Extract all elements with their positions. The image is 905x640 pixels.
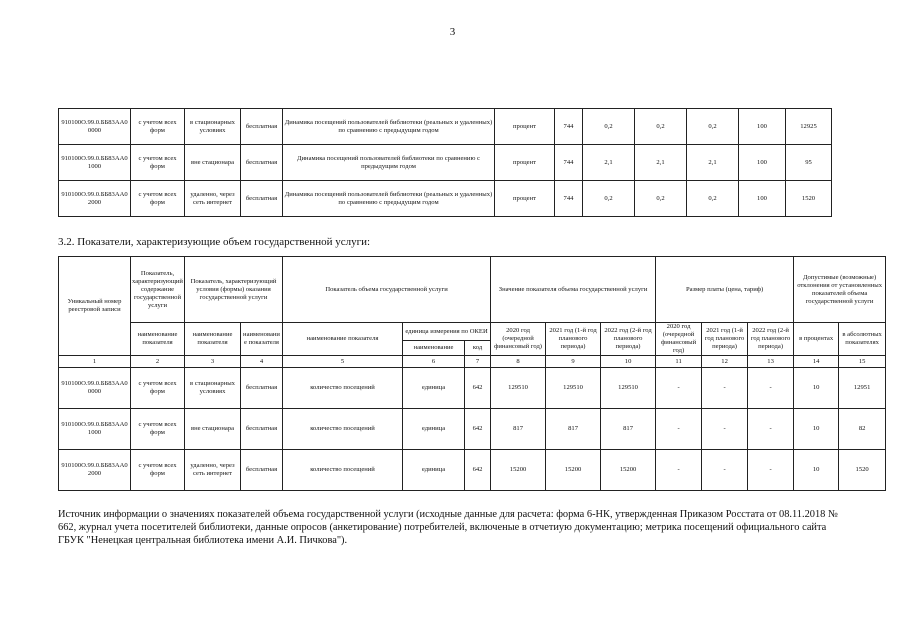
quality-indicators-table xyxy=(58,108,832,217)
condition-indicator: удаленно, через сеть интернет xyxy=(185,450,241,491)
condition-indicator: вне стационара xyxy=(185,145,241,181)
value-2021: 817 xyxy=(546,409,601,450)
quality-indicator-name: Динамика посещений пользователей библиотеки по сравнению с предыдущим годом xyxy=(283,145,495,181)
fee-2020: - xyxy=(656,450,702,491)
deviation-absolute: 82 xyxy=(839,409,886,450)
table-row xyxy=(59,409,886,450)
value-2021: 2,1 xyxy=(635,145,687,181)
column-number: 2 xyxy=(131,356,185,368)
payment-type: бесплатная xyxy=(241,409,283,450)
table-row xyxy=(59,450,886,491)
value-2022: 2,1 xyxy=(687,145,739,181)
column-number: 5 xyxy=(283,356,403,368)
column-number: 1 xyxy=(59,356,131,368)
deviation-absolute: 1520 xyxy=(839,450,886,491)
deviation-percent: 100 xyxy=(739,145,786,181)
deviation-absolute: 95 xyxy=(786,145,832,181)
unit-name: процент xyxy=(495,109,555,145)
content-indicator: с учетом всех форм xyxy=(131,368,185,409)
value-2022: 15200 xyxy=(601,450,656,491)
registry-code: 910100О.99.0.ББ83АА02000 xyxy=(59,450,131,491)
table-row xyxy=(59,181,832,217)
unit-name: процент xyxy=(495,145,555,181)
value-2021: 0,2 xyxy=(635,109,687,145)
table-row xyxy=(59,145,832,181)
okei-code: 744 xyxy=(555,181,583,217)
header-fee-2021: 2021 год (1-й год планового периода) xyxy=(702,323,748,356)
value-2020: 0,2 xyxy=(583,109,635,145)
value-2022: 0,2 xyxy=(687,181,739,217)
registry-code: 910100О.99.0.ББ83АА00000 xyxy=(59,109,131,145)
value-2021: 15200 xyxy=(546,450,601,491)
okei-code: 744 xyxy=(555,145,583,181)
header-2022: 2022 год (2-й год планового периода) xyxy=(601,323,656,356)
registry-code: 910100О.99.0.ББ83АА01000 xyxy=(59,145,131,181)
condition-indicator: удаленно, через сеть интернет xyxy=(185,181,241,217)
payment-type: бесплатная xyxy=(241,145,283,181)
column-number: 9 xyxy=(546,356,601,368)
column-number: 12 xyxy=(702,356,748,368)
header-indicator-name: наименование показателя xyxy=(185,323,241,356)
deviation-percent: 10 xyxy=(794,368,839,409)
registry-code: 910100О.99.0.ББ83АА00000 xyxy=(59,368,131,409)
fee-2022: - xyxy=(748,409,794,450)
column-number: 6 xyxy=(403,356,465,368)
fee-2022: - xyxy=(748,450,794,491)
content-indicator: с учетом всех форм xyxy=(131,450,185,491)
header-content: Показатель, характеризующий содержание государственной услуги xyxy=(131,257,185,323)
header-fee-2020: 2020 год (очередной финансовый год) xyxy=(656,323,702,356)
column-number: 8 xyxy=(491,356,546,368)
page-number: 3 xyxy=(449,26,456,38)
unit-name: единица xyxy=(403,368,465,409)
condition-indicator: в стационарных условиях xyxy=(185,368,241,409)
deviation-percent: 10 xyxy=(794,450,839,491)
fee-2021: - xyxy=(702,450,748,491)
volume-indicator-name: количество посещений xyxy=(283,368,403,409)
okei-code: 642 xyxy=(465,368,491,409)
payment-type: бесплатная xyxy=(241,450,283,491)
registry-code: 910100О.99.0.ББ83АА02000 xyxy=(59,181,131,217)
volume-indicators-table xyxy=(58,256,886,491)
column-number: 7 xyxy=(465,356,491,368)
header-dev-absolute: в абсолютных показателях xyxy=(839,323,886,356)
value-2022: 129510 xyxy=(601,368,656,409)
fee-2021: - xyxy=(702,409,748,450)
okei-code: 642 xyxy=(465,409,491,450)
payment-type: бесплатная xyxy=(241,368,283,409)
header-indicator-name: наименование показателя xyxy=(241,323,283,356)
unit-name: единица xyxy=(403,450,465,491)
fee-2020: - xyxy=(656,368,702,409)
column-number: 14 xyxy=(794,356,839,368)
header-row xyxy=(59,323,886,341)
volume-indicator-name: количество посещений xyxy=(283,450,403,491)
header-condition: Показатель, характеризующий условия (формы) оказания государственной услуги xyxy=(185,257,283,323)
quality-indicator-name: Динамика посещений пользователей библиотеки (реальных и удаленных) по сравнению с предыдущим годом xyxy=(283,181,495,217)
value-2020: 0,2 xyxy=(583,181,635,217)
condition-indicator: в стационарных условиях xyxy=(185,109,241,145)
registry-code: 910100О.99.0.ББ83АА01000 xyxy=(59,409,131,450)
deviation-absolute: 12951 xyxy=(839,368,886,409)
unit-name: процент xyxy=(495,181,555,217)
header-unit-code: код xyxy=(465,341,491,356)
column-number-row xyxy=(59,356,886,368)
value-2022: 817 xyxy=(601,409,656,450)
header-registry: Уникальный номер реестровой записи xyxy=(59,257,131,356)
value-2020: 2,1 xyxy=(583,145,635,181)
content-indicator: с учетом всех форм xyxy=(131,181,185,217)
quality-indicator-name: Динамика посещений пользователей библиотеки (реальных и удаленных) по сравнению с предыдущим годом xyxy=(283,109,495,145)
column-number: 4 xyxy=(241,356,283,368)
condition-indicator: вне стационара xyxy=(185,409,241,450)
column-number: 10 xyxy=(601,356,656,368)
column-number: 15 xyxy=(839,356,886,368)
content-indicator: с учетом всех форм xyxy=(131,145,185,181)
deviation-percent: 100 xyxy=(739,109,786,145)
deviation-percent: 100 xyxy=(739,181,786,217)
deviation-absolute: 1520 xyxy=(786,181,832,217)
value-2020: 129510 xyxy=(491,368,546,409)
column-number: 13 xyxy=(748,356,794,368)
fee-2021: - xyxy=(702,368,748,409)
section-heading: 3.2. Показатели, характеризующие объем государственной услуги: xyxy=(58,236,371,248)
header-volume: Показатель объема государственной услуги xyxy=(283,257,491,323)
deviation-absolute: 12925 xyxy=(786,109,832,145)
deviation-percent: 10 xyxy=(794,409,839,450)
header-values: Значение показателя объема государственной услуги xyxy=(491,257,656,323)
column-number: 11 xyxy=(656,356,702,368)
value-2022: 0,2 xyxy=(687,109,739,145)
fee-2020: - xyxy=(656,409,702,450)
header-fee: Размер платы (цена, тариф) xyxy=(656,257,794,323)
value-2020: 817 xyxy=(491,409,546,450)
value-2020: 15200 xyxy=(491,450,546,491)
header-row xyxy=(59,257,886,323)
payment-type: бесплатная xyxy=(241,181,283,217)
table-row xyxy=(59,109,832,145)
header-indicator-name: наименование показателя xyxy=(131,323,185,356)
okei-code: 642 xyxy=(465,450,491,491)
content-indicator: с учетом всех форм xyxy=(131,109,185,145)
okei-code: 744 xyxy=(555,109,583,145)
header-unit-name: наименование xyxy=(403,341,465,356)
header-fee-2022: 2022 год (2-й год планового периода) xyxy=(748,323,794,356)
source-note: Источник информации о значениях показателей объема государственной услуги (исходные данные для расчета: форма 6-НК, утвержденная Приказом Росстата от 08.11.2018 № 662, журнал учета посетителей библиотеки, данные опросов (анкетирование) потребителей, включеные в отчетиую документацию; метрика посещений официального сайта ГБУК "Ненецкая центральная библиотека имени А.И. Пичкова"). xyxy=(58,509,838,546)
table-row xyxy=(59,368,886,409)
header-unit-okei: единица измерения по ОКЕИ xyxy=(403,323,491,341)
value-2021: 129510 xyxy=(546,368,601,409)
unit-name: единица xyxy=(403,409,465,450)
column-number: 3 xyxy=(185,356,241,368)
header-dev-percent: в процентах xyxy=(794,323,839,356)
fee-2022: - xyxy=(748,368,794,409)
header-indicator-name: наименование показателя xyxy=(283,323,403,356)
header-2020: 2020 год (очередной финансовый год) xyxy=(491,323,546,356)
header-deviations: Допустимые (возможные) отклонения от установленных показателей объема государственной услуги xyxy=(794,257,886,323)
volume-indicator-name: количество посещений xyxy=(283,409,403,450)
content-indicator: с учетом всех форм xyxy=(131,409,185,450)
header-2021: 2021 год (1-й год планового периода) xyxy=(546,323,601,356)
value-2021: 0,2 xyxy=(635,181,687,217)
payment-type: бесплатная xyxy=(241,109,283,145)
